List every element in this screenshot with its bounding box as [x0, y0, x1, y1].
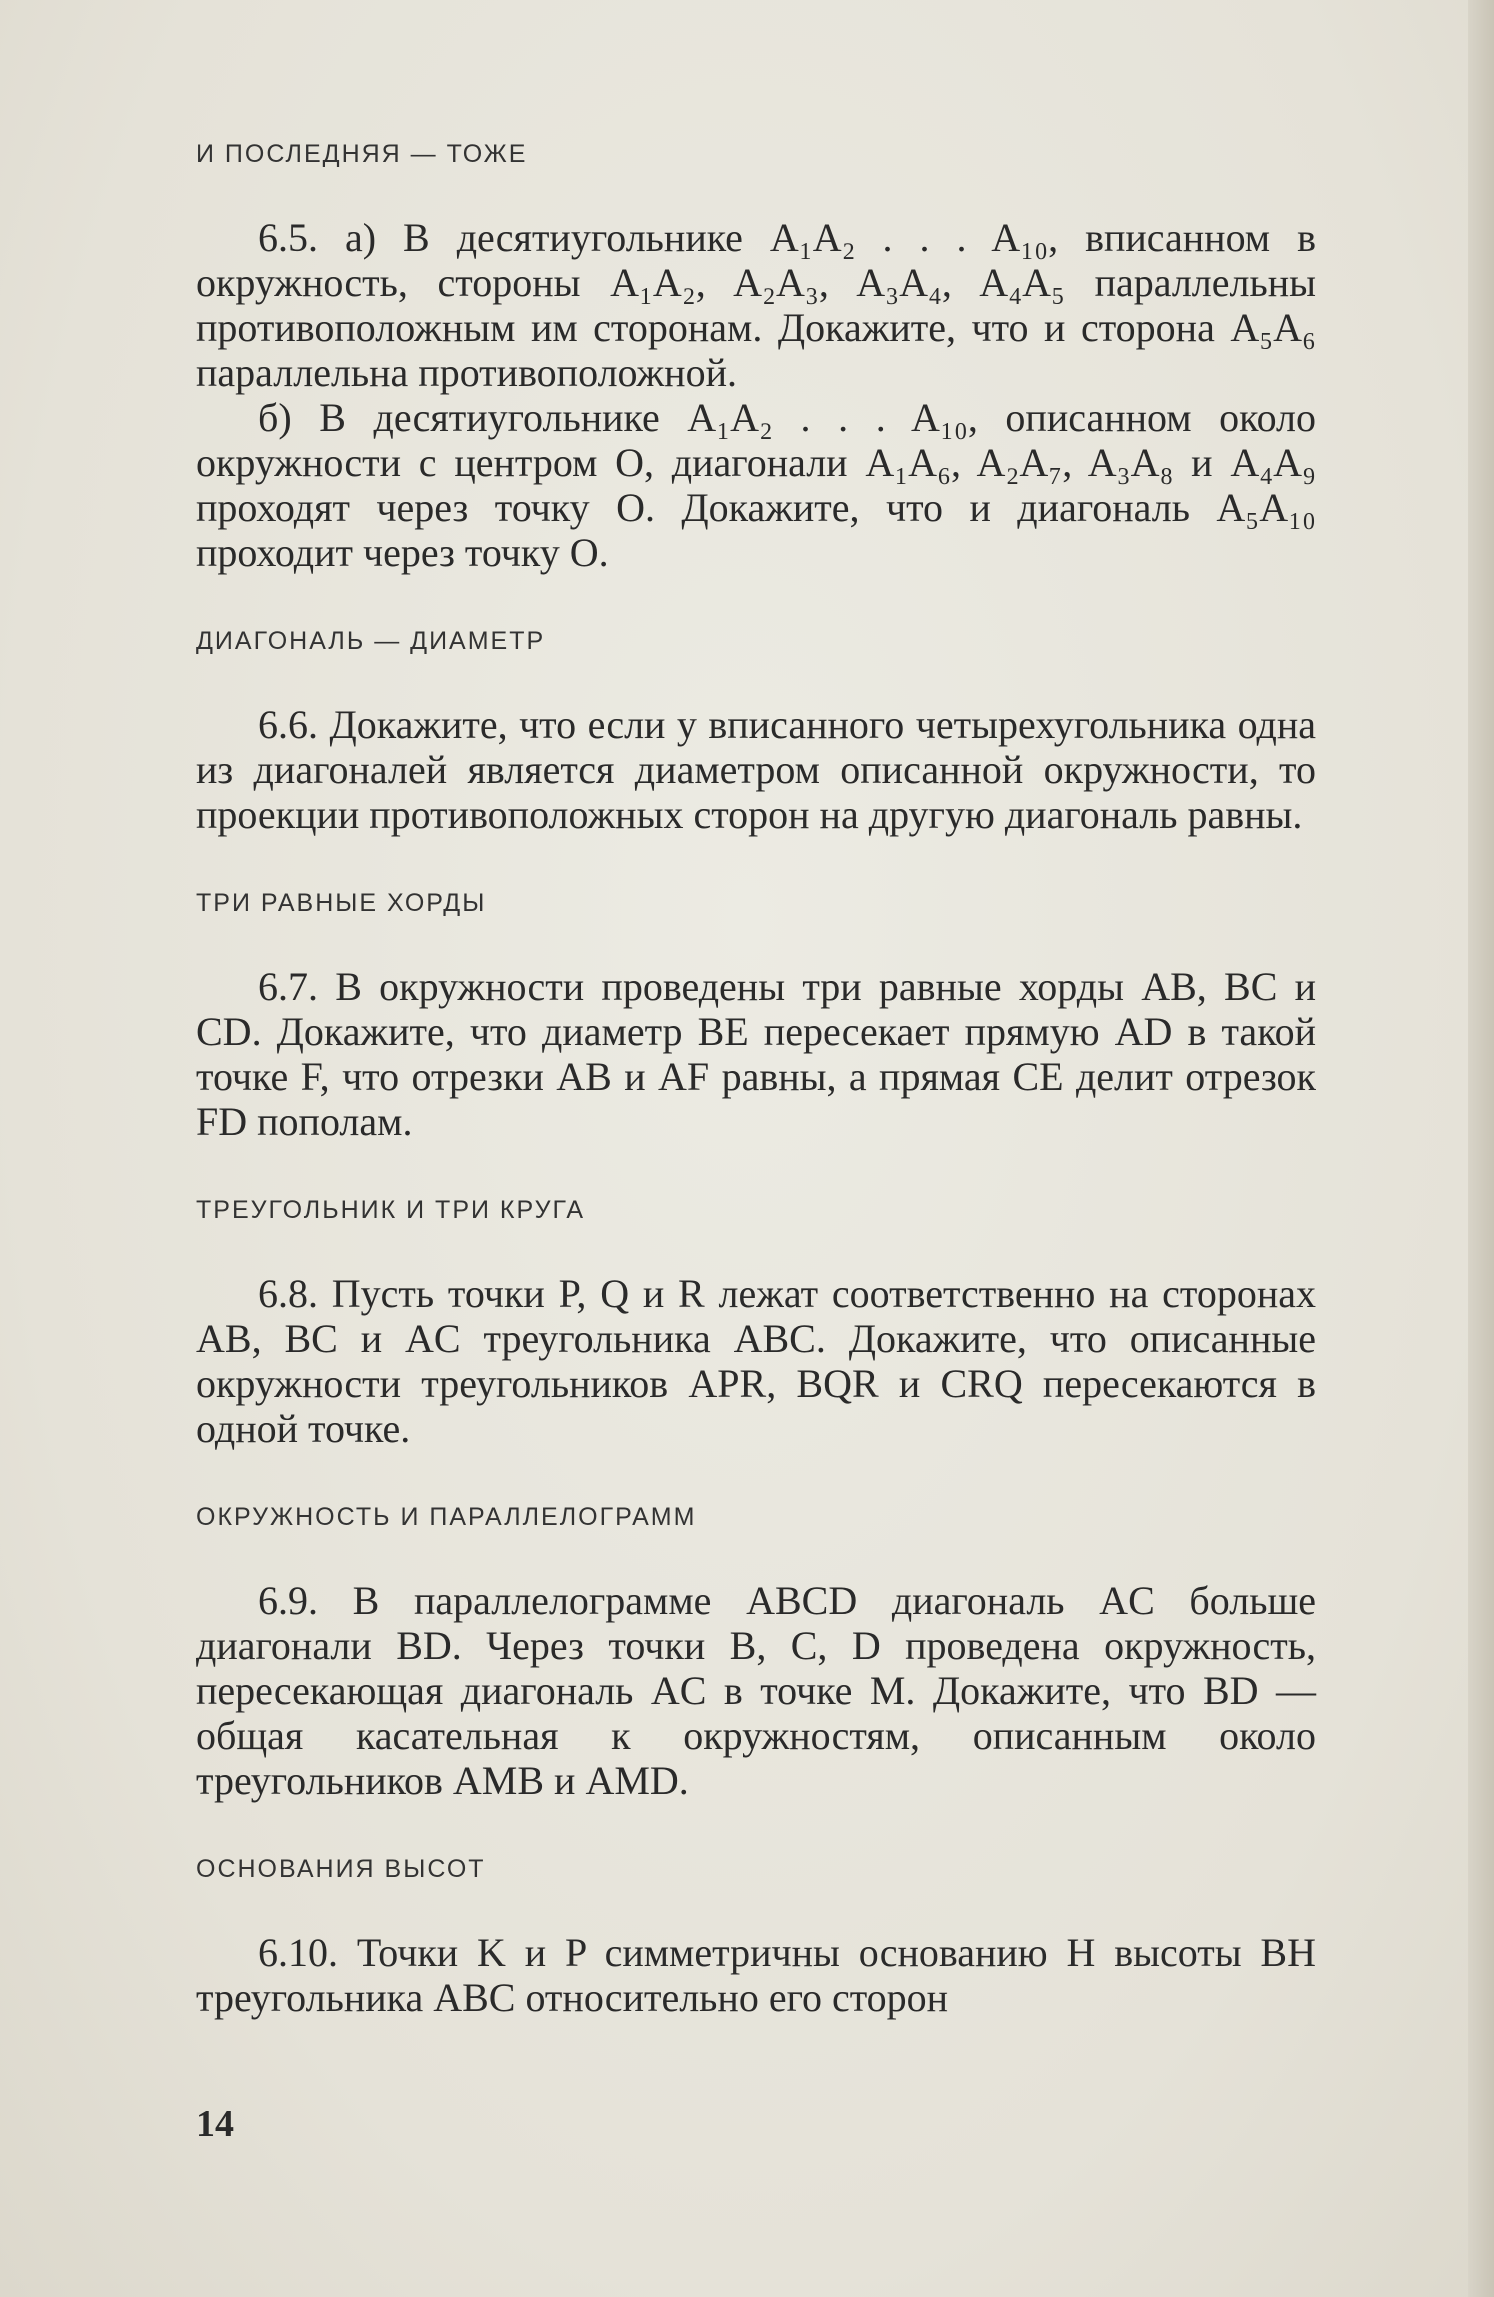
problem-paragraph: 6.7. В окружности проведены три равные хорды AB, BC и CD. Докажите, что диаметр BE пересекает прямую AD в такой точке F, что отрезки AB и AF равны, а прямая CE делит отрезок FD пополам. [196, 964, 1316, 1144]
section-heading: ДИАГОНАЛЬ — ДИАМЕТР [196, 627, 546, 655]
section-heading: ТРИ РАВНЫЕ ХОРДЫ [196, 889, 487, 917]
problem-paragraph: 6.5. а) В десятиугольнике A₁A₂ . . . A₁₀, вписанном в окружность, стороны A₁A₂, A₂A₃, A₃A₄, A₄A₅ параллельны противоположным им сторонам. Докажите, что и сторона A₅A₆ параллельна противоположной. [196, 215, 1316, 395]
section-heading: И ПОСЛЕДНЯЯ — ТОЖЕ [196, 140, 528, 168]
page-content [196, 140, 1316, 2020]
problem-paragraph: 6.10. Точки K и P симметричны основанию H высоты BH треугольника ABC относительно его сторон [196, 1930, 1316, 2020]
problem-paragraph: 6.8. Пусть точки P, Q и R лежат соответственно на сторонах AB, BC и AC треугольника ABC. Докажите, что описанные окружности треугольников APR, BQR и CRQ пересекаются в одной точке. [196, 1271, 1316, 1451]
page-number: 14 [196, 2103, 234, 2145]
problem-paragraph: 6.6. Докажите, что если у вписанного четырехугольника одна из диагоналей является диаметром описанной окружности, то проекции противоположных сторон на другую диагональ равны. [196, 702, 1316, 837]
page-edge [1468, 0, 1494, 2297]
section-heading: ОСНОВАНИЯ ВЫСОТ [196, 1855, 486, 1883]
section-heading: ОКРУЖНОСТЬ И ПАРАЛЛЕЛОГРАММ [196, 1503, 697, 1531]
problem-paragraph: 6.9. В параллелограмме ABCD диагональ AC больше диагонали BD. Через точки B, C, D проведена окружность, пересекающая диагональ AC в точке M. Докажите, что BD — общая касательная к окружностям, описанным около треугольников AMB и AMD. [196, 1578, 1316, 1803]
section-heading: ТРЕУГОЛЬНИК И ТРИ КРУГА [196, 1196, 586, 1224]
problem-paragraph: б) В десятиугольнике A₁A₂ . . . A₁₀, описанном около окружности с центром O, диагонали A₁A₆, A₂A₇, A₃A₈ и A₄A₉ проходят через точку O. Докажите, что и диагональ A₅A₁₀ проходит через точку O. [196, 395, 1316, 575]
